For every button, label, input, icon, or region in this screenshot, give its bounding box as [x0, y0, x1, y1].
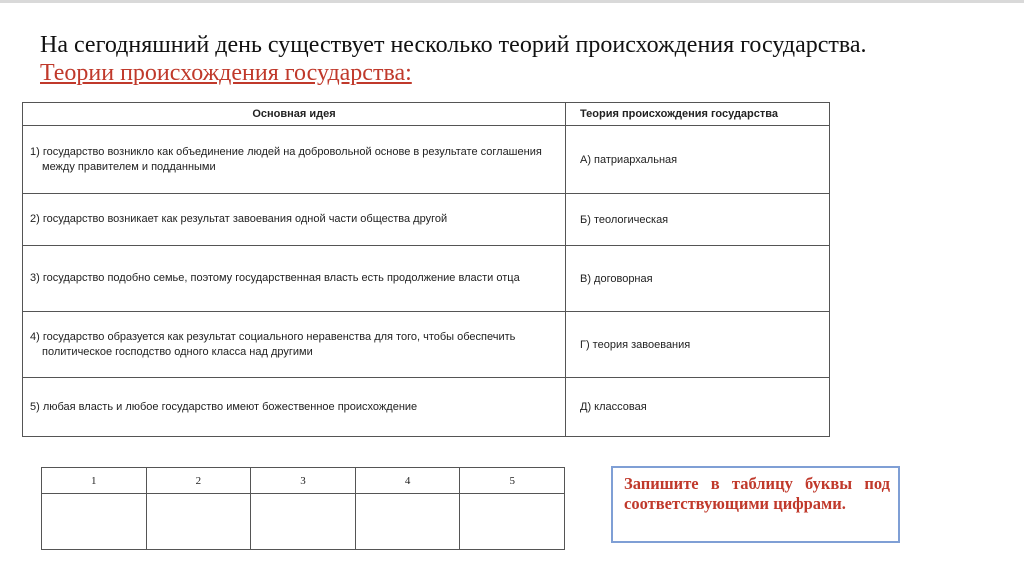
idea-cell — [23, 378, 566, 437]
answer-cell[interactable] — [251, 494, 356, 550]
answer-number: 1 — [42, 468, 147, 494]
theory-cell: Б) теологическая — [566, 194, 830, 246]
table-row — [23, 126, 830, 194]
page-subtitle: Теории происхождения государства: — [40, 60, 412, 86]
table-row — [23, 378, 830, 437]
answer-header-row — [42, 468, 565, 494]
table-row — [23, 246, 830, 312]
idea-text: 4) государство образуется как результат социального неравенства для того, чтобы обеспечить политическое господство одного класса над другими — [30, 330, 516, 358]
answer-number: 2 — [146, 468, 251, 494]
instruction-box — [611, 466, 900, 543]
answer-cell[interactable] — [42, 494, 147, 550]
idea-cell — [23, 126, 566, 194]
idea-cell — [23, 194, 566, 246]
answer-cell[interactable] — [146, 494, 251, 550]
answer-number: 4 — [355, 468, 460, 494]
table-header-row — [23, 103, 830, 126]
theory-cell: Д) классовая — [566, 378, 830, 437]
answer-cell[interactable] — [460, 494, 565, 550]
column-header-theory: Теория происхождения государства — [566, 103, 830, 126]
idea-text: 5) любая власть и любое государство имеют божественное происхождение — [30, 400, 418, 413]
column-header-idea: Основная идея — [23, 103, 566, 126]
answer-cell[interactable] — [355, 494, 460, 550]
table-row — [23, 312, 830, 378]
theory-cell: Г) теория завоевания — [566, 312, 830, 378]
instruction-text: Запишите в таблицу буквы под соответствующими цифрами. — [624, 474, 890, 513]
answer-number: 5 — [460, 468, 565, 494]
idea-cell — [23, 312, 566, 378]
idea-text: 3) государство подобно семье, поэтому государственная власть есть продолжение власти отца — [30, 272, 520, 284]
theory-matching-table — [22, 102, 830, 437]
table-row — [23, 194, 830, 246]
answer-input-row — [42, 494, 565, 550]
theory-cell: В) договорная — [566, 246, 830, 312]
page-title: На сегодняшний день существует несколько теорий происхождения государства. — [40, 32, 867, 58]
idea-cell — [23, 246, 566, 312]
theory-cell: А) патриархальная — [566, 126, 830, 194]
slide-top-border — [0, 0, 1024, 3]
answer-table — [41, 467, 565, 550]
idea-text: 1) государство возникло как объединение людей на добровольной основе в результате соглашения между правителем и подданными — [30, 145, 542, 173]
answer-number: 3 — [251, 468, 356, 494]
idea-text: 2) государство возникает как результат завоевания одной части общества другой — [30, 213, 448, 225]
